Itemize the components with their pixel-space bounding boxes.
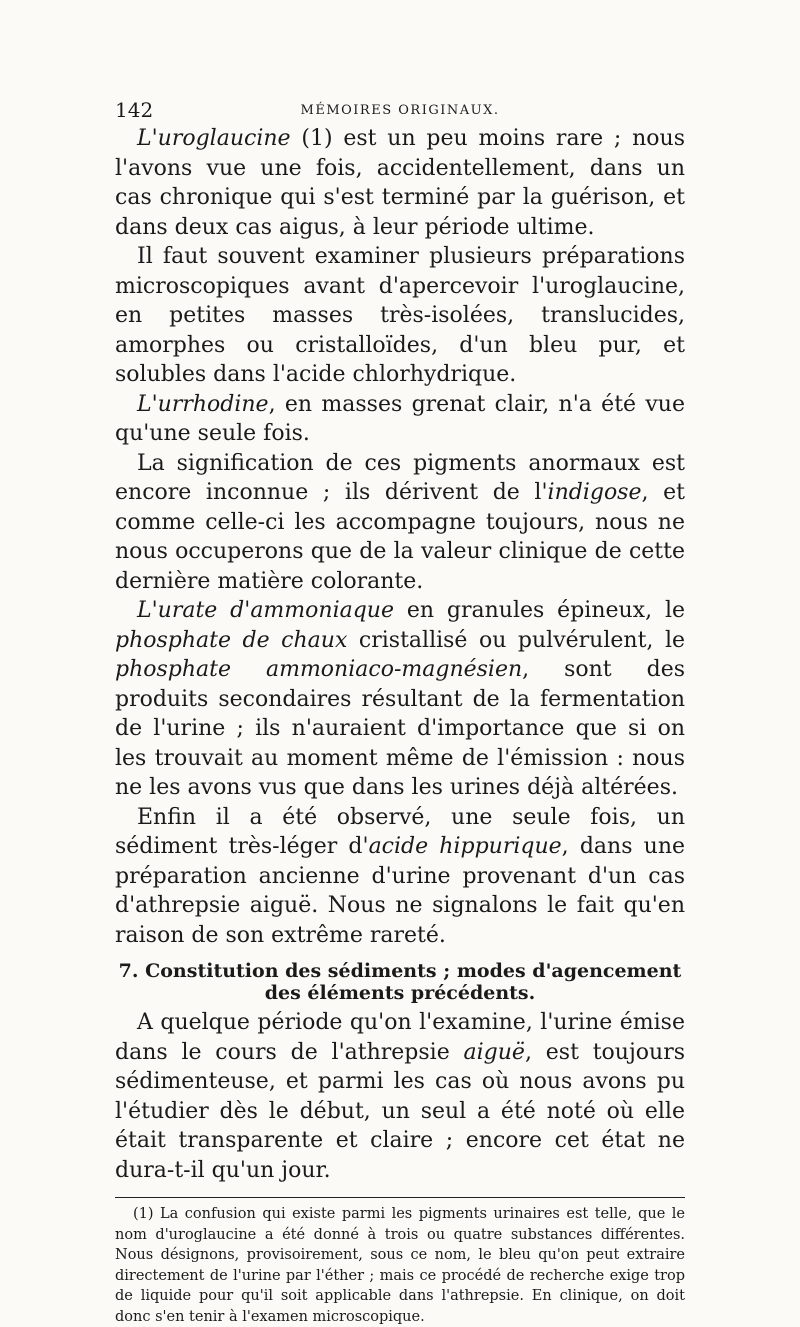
running-head: MÉMOIRES ORIGINAUX. [300,103,500,118]
term-phosphate-chaux: phosphate de chaux [115,627,348,653]
paragraph-text: , sont des produits secondaires résultant de la fermentation de l'urine ; ils n'auraient d'importance que si on les trouvait au moment même de l'émission : nous ne les avons vus que dans les urines déjà altérées. [115,657,686,800]
footnote-reference: (1) [301,126,333,151]
term-phosphate-ammoniaco: phosphate ammoniaco-magnésien [115,657,523,682]
page-number: 142 [115,98,154,122]
term-urate-ammoniaque: L'urate d'ammoniaque [137,598,394,623]
paragraph-text: est un peu moins rare ; nous l'avons vue une fois, accidentellement, dans un cas chronique qui s'est terminé par la guérison, et dans deux cas aigus, à leur période ultime. [115,126,685,240]
term-uroglaucine: L'uroglaucine [137,126,291,151]
footnote: (1) La confusion qui existe parmi les pigments urinaires est telle, que le nom d'uroglaucine a été donné à trois ou quatre substances différentes. Nous désignons, provisoirement, sous ce nom, le bleu qu'on peut extraire directement de l'urine par l'éther ; mais ce procédé de recherche exige trop de liquide pour qu'il soit applicable dans l'athrepsie. En clinique, on doit donc s'en tenir à l'examen microscopique. [115,1206,685,1325]
paragraph-urrhodine [115,390,685,449]
paragraph-text: La signification de ces pigments anormaux est encore inconnue ; ils dérivent de l' [115,450,685,505]
term-acide-hippurique: acide hippurique [368,834,562,859]
paragraph-text: , est toujours sédimenteuse, et parmi les cas où nous avons pu l'étudier dès le début, un seul a été noté où elle était transparente et claire ; encore cet état ne dura-t-il qu'un jour. [115,1039,686,1183]
paragraph-signification [115,449,685,597]
term-urrhodine: L'urrhodine [137,391,269,417]
paragraph-text: Enfin il a été observé, une seule fois, un sédiment très-léger d' [115,804,685,859]
paragraph-text: , et comme celle-ci les accompagne toujours, nous ne nous occuperons que de la valeur clinique de cette dernière matière colorante. [115,480,685,594]
paragraph-text: , dans une préparation ancienne d'urine provenant d'un cas d'athrepsie aiguë. Nous ne signalons le fait qu'en raison de son extrême rareté. [115,834,686,948]
section-title: Constitution des sédiments ; modes d'agencement des éléments précédents. [145,960,682,1004]
term-aigue: aiguë [463,1039,525,1065]
paragraph-text: A quelque période qu'on l'examine, l'urine émise dans le cours de l'athrepsie [115,1010,685,1065]
page-body [115,124,685,1327]
paragraph-hippurique [115,803,685,951]
paragraph-constitution [115,1008,685,1185]
paragraph-text: , en masses grenat clair, n'a été vue qu'une seule fois. [115,391,685,446]
paragraph-examination: Il faut souvent examiner plusieurs préparations microscopiques avant d'apercevoir l'uroglaucine, en petites masses très-isolées, translucides, amorphes ou cristalloïdes, d'un bleu pur, et solubles dans l'acide chlorhydrique. [115,244,685,387]
footnote-divider [115,1197,685,1198]
section-number: 7. [118,960,139,982]
section-heading [115,960,685,1004]
page-header [115,98,685,126]
paragraph-text: cristallisé ou pulvérulent, le [347,627,685,653]
paragraph-urate [115,596,685,803]
paragraph-text: en granules épineux, le [394,598,686,623]
paragraph-uroglaucine [115,124,685,242]
term-indigose: indigose [547,480,642,505]
